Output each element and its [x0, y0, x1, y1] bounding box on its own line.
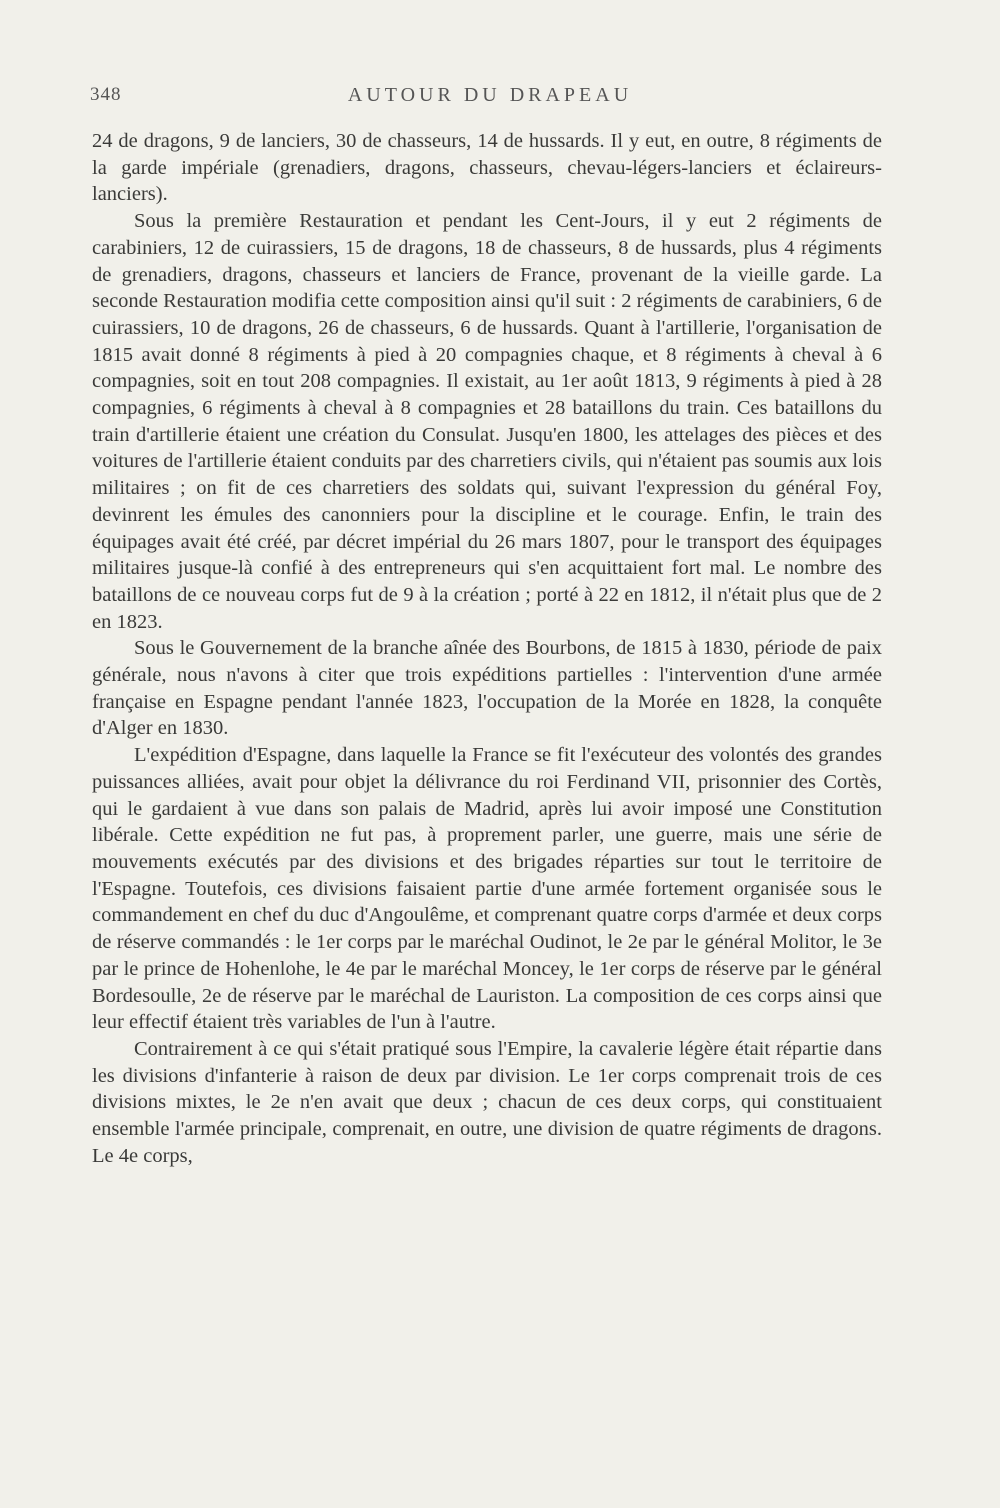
paragraph-1: 24 de dragons, 9 de lanciers, 30 de chasseurs, 14 de hussards. Il y eut, en outre, 8 régiments de la garde impériale (grenadiers, dragons, chasseurs, chevau-légers-lanciers et éclaireurs-lanciers).: [92, 130, 882, 206]
paragraph-5: Contrairement à ce qui s'était pratiqué sous l'Empire, la cavalerie légère était répartie dans les divisions d'infanterie à raison de deux par division. Le 1er corps comprenait trois de ces divisions mixtes, le 2e n'en avait que deux ; chacun de ces deux corps, qui constituaient ensemble l'armée principale, comprenait, en outre, une division de quatre régiments de dragons. Le 4e corps,: [92, 1037, 882, 1167]
paragraph-4: L'expédition d'Espagne, dans laquelle la France se fit l'exécuteur des volontés des grandes puissances alliées, avait pour objet la délivrance du roi Ferdinand VII, prisonnier des Cortès, qui le gardaient à vue dans son palais de Madrid, après lui avoir imposé une Constitution libérale. Cette expédition ne fut pas, à proprement parler, une guerre, mais une série de mouvements exécutés par des divisions et des brigades réparties sur tout le territoire de l'Espagne. Toutefois, ces divisions faisaient partie d'une armée fortement organisée sous le commandement en chef du duc d'Angoulême, et comprenant quatre corps d'armée et deux corps de réserve commandés : le 1er corps par le maréchal Oudinot, le 2e par le général Molitor, le 3e par le prince de Hohenlohe, le 4e par le maréchal Moncey, le 1er corps de réserve par le général Bordesoulle, 2e de réserve par le maréchal de Lauriston. La composition de ces corps ainsi que leur effectif étaient très variables de l'un à l'autre.: [92, 744, 882, 1034]
body-text: [92, 128, 882, 1169]
paragraph-3: Sous le Gouvernement de la branche aînée des Bourbons, de 1815 à 1830, période de paix générale, nous n'avons à citer que trois expéditions partielles : l'intervention d'une armée française en Espagne pendant l'année 1823, l'occupation de la Morée en 1828, la conquête d'Alger en 1830.: [92, 637, 882, 740]
running-title: AUTOUR DU DRAPEAU: [347, 84, 633, 106]
page-number: 348: [90, 84, 122, 105]
paragraph-2: Sous la première Restauration et pendant les Cent-Jours, il y eut 2 régiments de carabiniers, 12 de cuirassiers, 15 de dragons, 18 de chasseurs, 8 de hussards, plus 4 régiments de grenadiers, dragons, chasseurs et lanciers de France, provenant de la vieille garde. La seconde Restauration modifia cette composition ainsi qu'il suit : 2 régiments de carabiniers, 6 de cuirassiers, 10 de dragons, 26 de chasseurs, 6 de hussards. Quant à l'artillerie, l'organisation de 1815 avait donné 8 régiments à pied à 20 compagnies chaque, et 8 régiments à cheval à 6 compagnies, soit en tout 208 compagnies. Il existait, au 1er août 1813, 9 régiments à pied à 28 compagnies, 6 régiments à cheval à 8 compagnies et 28 bataillons du train. Ces bataillons du train d'artillerie étaient une création du Consulat. Jusqu'en 1800, les attelages des pièces et des voitures de l'artillerie étaient conduits par des charretiers civils, qui n'étaient pas soumis aux lois militaires ; on fit de ces charretiers des soldats qui, suivant l'expression du général Foy, devinrent les émules des canonniers pour la discipline et le courage. Enfin, le train des équipages avait été créé, par décret impérial du 26 mars 1807, pour le transport des équipages militaires jusque-là confié à des entrepreneurs qui s'en acquittaient fort mal. Le nombre des bataillons de ce nouveau corps fut de 9 à la création ; porté à 22 en 1812, il n'était plus que de 2 en 1823.: [92, 210, 882, 633]
page-header: [90, 84, 890, 114]
